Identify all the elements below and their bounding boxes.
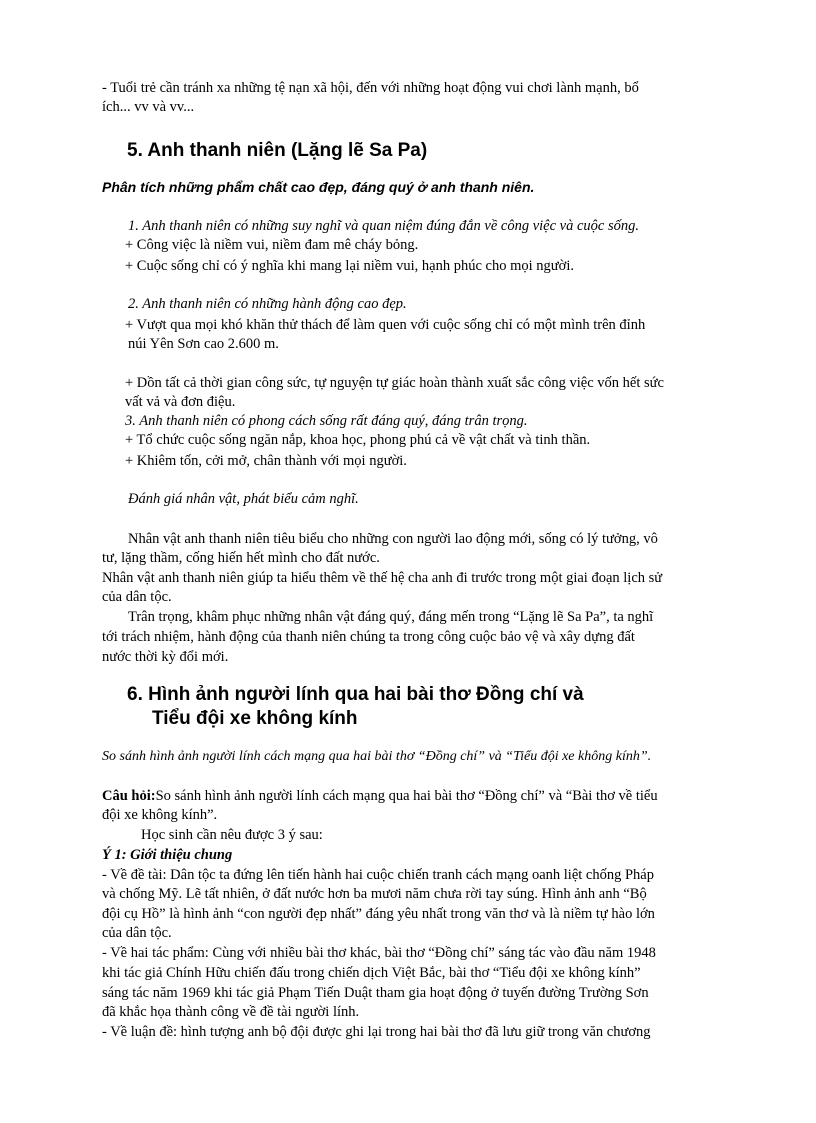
point-3-item-a: + Tổ chức cuộc sống ngăn nắp, khoa học, phong phú cả về vật chất và tinh thần. (125, 432, 591, 448)
topic-line-2: và chống Mỹ. Lẽ tất nhiên, ở đất nước hơn ba mươi năm chưa rời tay súng. Hình ảnh anh “Bộ (102, 886, 647, 902)
section-6-subtitle: So sánh hình ảnh người lính cách mạng qua hai bài thơ “Đồng chí” và “Tiểu đội xe không kính”. (102, 749, 652, 764)
point-2-title: 2. Anh thanh niên có những hành động cao đẹp. (128, 296, 407, 312)
point-2-item-b-line-2: vất vả và đơn điệu. (125, 394, 236, 410)
point-3-title: 3. Anh thanh niên có phong cách sống rất đáng quý, đáng trân trọng. (125, 413, 528, 429)
evaluation-p3-line-1: Trân trọng, khâm phục những nhân vật đáng quý, đáng mến trong “Lặng lẽ Sa Pa”, ta nghĩ (128, 609, 654, 625)
intro-line-1: - Tuổi trẻ cần tránh xa những tệ nạn xã hội, đến với những hoạt động vui chơi lành mạnh, bổ (102, 80, 639, 96)
evaluation-p2-line-2: của dân tộc. (102, 589, 172, 605)
idea-1-title: Ý 1: Giới thiệu chung (102, 847, 233, 863)
works-line-1: - Về hai tác phẩm: Cùng với nhiều bài thơ khác, bài thơ “Đồng chí” sáng tác vào đầu năm 1948 (102, 945, 656, 961)
works-line-3: sáng tác năm 1969 khi tác giả Phạm Tiến Duật tham gia hoạt động ở tuyến đường Trường Sơn (102, 985, 649, 1001)
instruction-text: Học sinh cần nêu được 3 ý sau: (141, 827, 323, 843)
section-5-subtitle: Phân tích những phẩm chất cao đẹp, đáng quý ở anh thanh niên. (102, 179, 535, 195)
topic-line-4: của dân tộc. (102, 925, 172, 941)
point-2-item-a-line-1: + Vượt qua mọi khó khăn thử thách để làm quen với cuộc sống chỉ có một mình trên đỉnh (125, 317, 646, 333)
point-2-item-a-line-2: núi Yên Sơn cao 2.600 m. (128, 336, 279, 352)
point-3-item-b: + Khiêm tốn, cởi mở, chân thành với mọi người. (125, 453, 407, 469)
question-line-1 (102, 787, 658, 806)
section-6-heading-line-2: Tiểu đội xe không kính (152, 708, 358, 729)
point-2-item-b-line-1: + Dồn tất cả thời gian công sức, tự nguyện tự giác hoàn thành xuất sắc công việc vốn hết sức (125, 375, 664, 391)
works-line-2: khi tác giả Chính Hữu chiến đấu trong chiến dịch Việt Bắc, bài thơ “Tiểu đội xe không kính” (102, 965, 641, 981)
thesis-line-1: - Về luận đề: hình tượng anh bộ đội được ghi lại trong hai bài thơ đã lưu giữ trong văn chương (102, 1024, 651, 1040)
question-text: So sánh hình ảnh người lính cách mạng qua hai bài thơ “Đồng chí” và “Bài thơ về tiểu (155, 788, 658, 804)
evaluation-p3-line-2: tới trách nhiệm, hành động của thanh niên chúng ta trong công cuộc bảo vệ và xây dựng đất (102, 629, 635, 645)
topic-line-3: đội cụ Hồ” là hình ảnh “con người đẹp nhất” đáng yêu nhất trong văn thơ và là niềm tự hào lớn (102, 906, 655, 922)
point-1-item-b: + Cuộc sống chỉ có ý nghĩa khi mang lại niềm vui, hạnh phúc cho mọi người. (125, 258, 574, 274)
section-5-heading: 5. Anh thanh niên (Lặng lẽ Sa Pa) (127, 140, 428, 161)
question-line-2: đội xe không kính”. (102, 807, 218, 823)
works-line-4: đã khắc họa thành công về đề tài người lính. (102, 1004, 360, 1020)
evaluation-p3-line-3: nước thời kỳ đổi mới. (102, 649, 229, 665)
evaluation-p1-line-2: tư, lặng thầm, cống hiến hết mình cho đất nước. (102, 550, 380, 566)
evaluation-p2-line-1: Nhân vật anh thanh niên giúp ta hiểu thêm về thế hệ cha anh đi trước trong một giai đoạn lịch sử (102, 570, 663, 586)
point-1-item-a: + Công việc là niềm vui, niềm đam mê cháy bỏng. (125, 237, 419, 253)
evaluation-p1-line-1: Nhân vật anh thanh niên tiêu biểu cho những con người lao động mới, sống có lý tưởng, vô (128, 531, 658, 547)
question-label: Câu hỏi: (102, 788, 156, 804)
evaluation-title: Đánh giá nhân vật, phát biểu cảm nghĩ. (128, 491, 359, 507)
section-6-heading-line-1: 6. Hình ảnh người lính qua hai bài thơ Đồng chí và (127, 684, 584, 705)
intro-line-2: ích... vv và vv... (102, 99, 195, 115)
topic-line-1: - Về đề tài: Dân tộc ta đứng lên tiến hành hai cuộc chiến tranh cách mạng oanh liệt chống Pháp (102, 867, 654, 883)
point-1-title: 1. Anh thanh niên có những suy nghĩ và quan niệm đúng đắn về công việc và cuộc sống. (128, 218, 640, 234)
